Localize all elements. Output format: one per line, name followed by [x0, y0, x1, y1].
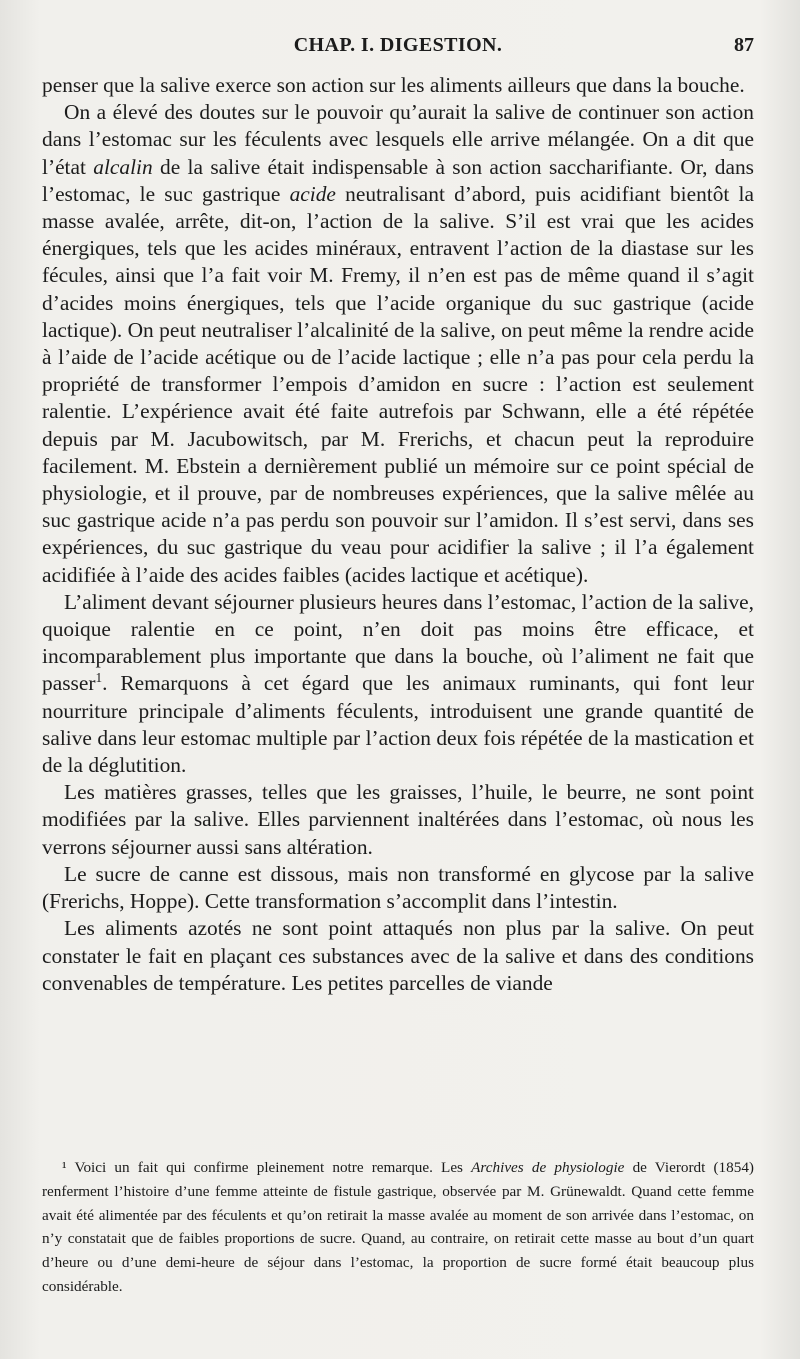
emphasis: acide: [289, 181, 336, 206]
paragraph: Le sucre de canne est dissous, mais non transformé en glycose par la salive (Frerichs, Hoppe). Cette transformation s’accomplit dans l’intestin.: [42, 861, 754, 914]
page-header: [42, 30, 754, 64]
paragraph: Les matières grasses, telles que les graisses, l’huile, le beurre, ne sont point modifiées par la salive. Elles parviennent inaltérées dans l’estomac, où nous les verrons séjourner aussi sans altération.: [42, 780, 754, 859]
emphasis: Archives de physiologie: [471, 1159, 625, 1176]
emphasis: alcalin: [93, 154, 153, 179]
running-head: CHAP. I. DIGESTION.: [293, 34, 503, 56]
paragraph: penser que la salive exerce son action sur les aliments ailleurs que dans la bouche.: [42, 73, 745, 97]
footnotes: [42, 1156, 754, 1299]
footnote-reference: 1: [95, 670, 103, 686]
paragraph: L’aliment devant séjourner plusieurs heures dans l’estomac, l’action de la salive, quoique ralentie en ce point, n’en doit pas moins être efficace, et incomparablement plus importante que dans la bouche, où l’aliment ne fait que passer$^1$. Remarquons à cet égard que les animaux ruminants, qui font leur nourriture principale d’aliments féculents, introduisent une grande quantité de salive dans leur estomac multiple par l’action deux fois répétée de la mastication et de la déglutition.: [42, 589, 754, 778]
body-text: [42, 72, 754, 997]
paragraph: Les aliments azotés ne sont point attaqués non plus par la salive. On peut constater le fait en plaçant ces substances avec de la salive et dans des conditions convenables de température. Les petites parcelles de viande: [42, 916, 754, 995]
footnote-mark: ¹: [62, 1159, 67, 1176]
footnote: ¹ Voici un fait qui confirme pleinement notre remarque. Les Archives de physiologie de Vierordt (1854) renferment l’histoire d’une femme atteinte de fistule gastrique, observée par M. Grünewaldt. Quand cette femme avait été alimentée par des féculents et qu’on retirait la masse avalée au moment de son arrivée dans l’estomac, on n’y constatait que de faibles proportions de sucre. Quand, au contraire, on retirait cette masse au bout d’un quart d’heure ou d’une demi-heure de séjour dans l’estomac, la proportion de sucre formé était beaucoup plus considérable.: [42, 1159, 754, 1295]
page-number: 87: [734, 34, 754, 56]
paragraph: On a élevé des doutes sur le pouvoir qu’aurait la salive de continuer son action dans l’estomac sur les féculents avec lesquels elle arrive mélangée. On a dit que l’état alcalin de la salive était indispensable à son action saccharifiante. Or, dans l’estomac, le suc gastrique acide neutralisant d’abord, puis acidifiant bientôt la masse avalée, arrête, dit-on, l’action de la salive. S’il est vrai que les acides énergiques, tels que les acides minéraux, entravent l’action de la diastase sur les fécules, ainsi que l’a fait voir M. Fremy, il n’en est pas de même quand il s’agit d’acides moins énergiques, tels que l’acide organique du suc gastrique (acide lactique). On peut neutraliser l’alcalinité de la salive, on peut même la rendre acide à l’aide de l’acide acétique ou de l’acide lactique ; elle n’a pas pour cela perdu la propriété de transformer l’empois d’amidon en sucre : l’action est seulement ralentie. L’expérience avait été faite autrefois par Schwann, elle a été répétée depuis par M. Jacubowitsch, par M. Frerichs, et chacun peut la reproduire facilement. M. Ebstein a dernièrement publié un mémoire sur ce point spécial de physiologie, et il prouve, par de nombreuses expériences, que la salive mêlée au suc gastrique acide n’a pas perdu son pouvoir sur l’amidon. Il s’est servi, dans ses expériences, du suc gastrique du veau pour acidifier la salive ; il l’a également acidifiée à l’aide des acides faibles (acides lactique et acétique).: [42, 100, 754, 587]
